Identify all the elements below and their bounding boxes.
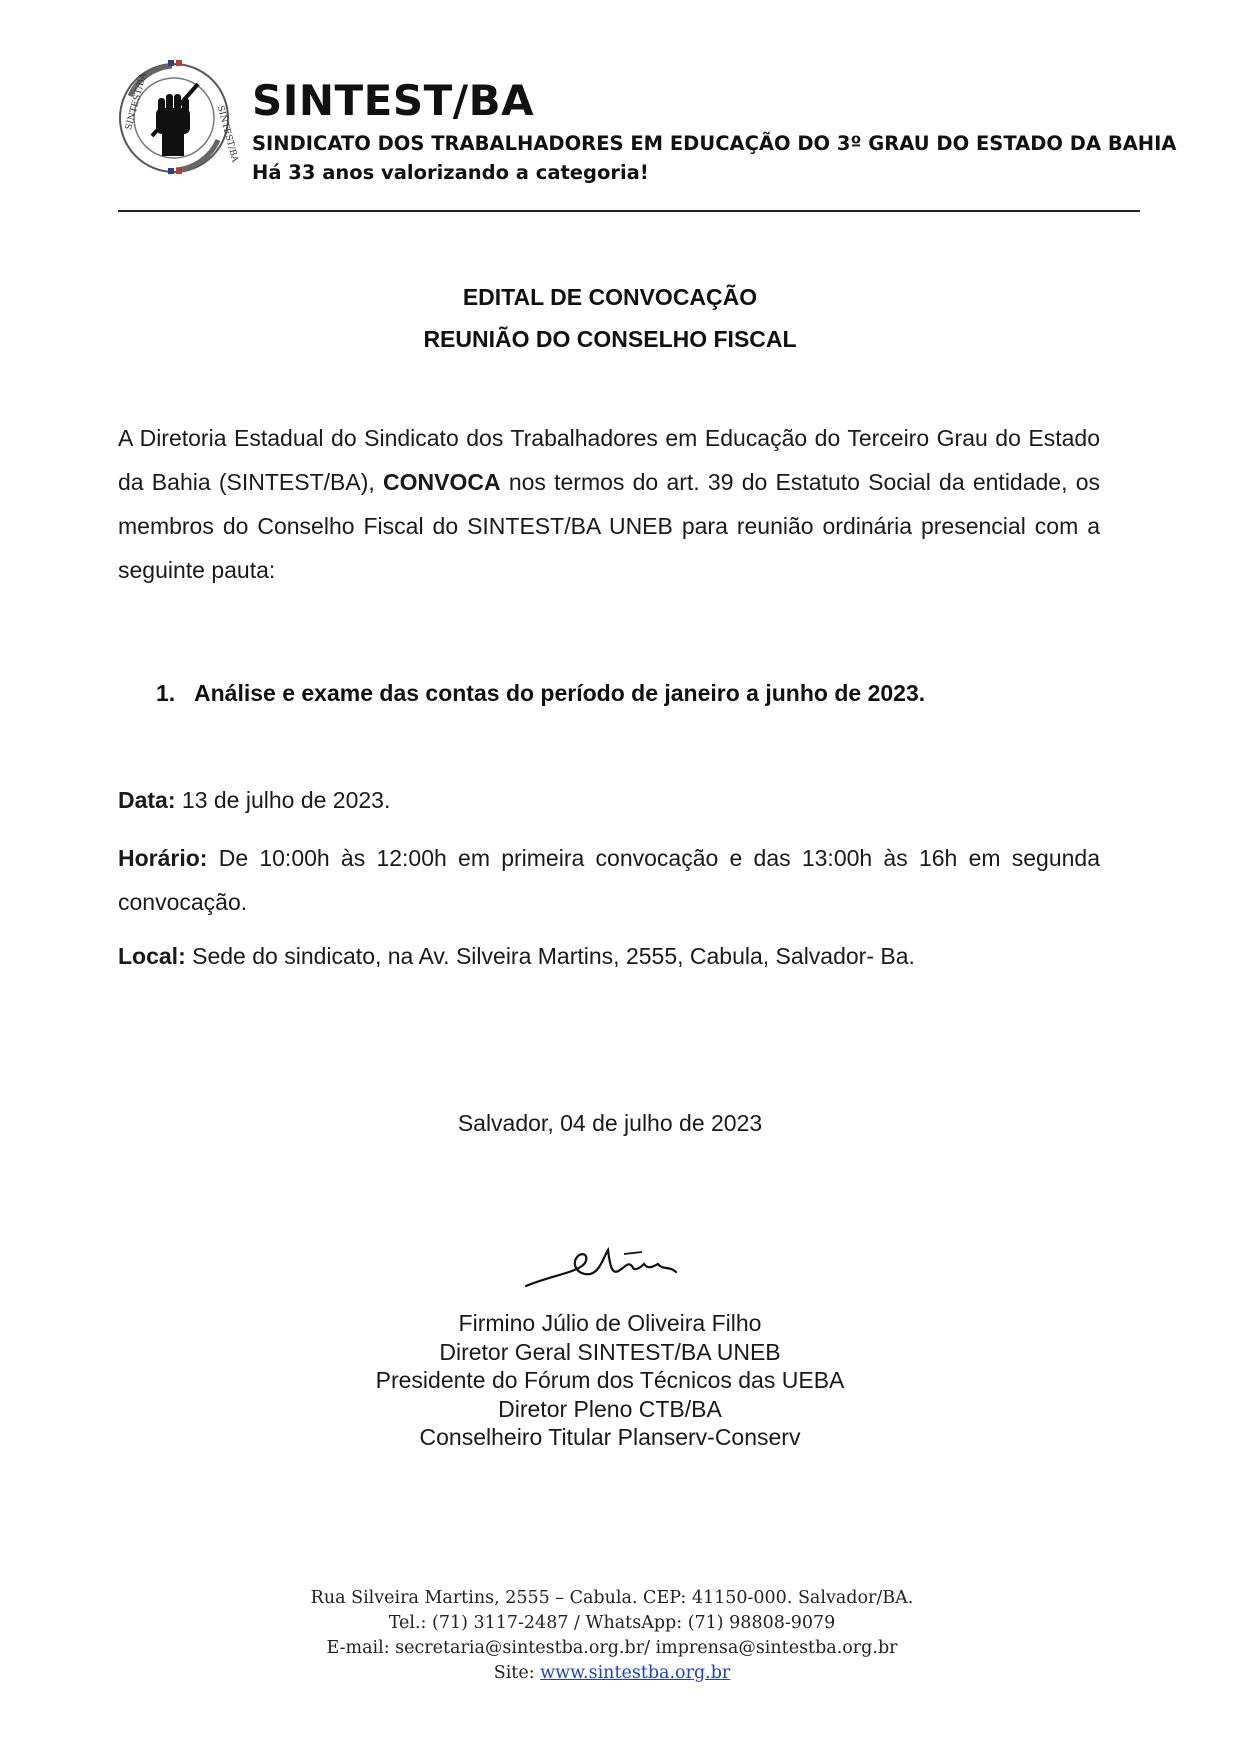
intro-part2: nos termos do art. 39 do Estatuto Social da entidade, os membros do Conselho Fiscal do SINTEST/BA UNEB para reunião ordinária presencial com a seguinte pauta: xyxy=(118,469,1101,583)
footer-site xyxy=(0,1663,1224,1683)
time-label: Horário: xyxy=(118,845,208,871)
signatory-role-2: Presidente do Fórum dos Técnicos das UEBA xyxy=(375,1367,845,1393)
meeting-time xyxy=(118,836,1100,924)
footer-email: E-mail: secretaria@sintestba.org.br/ imprensa@sintestba.org.br xyxy=(326,1638,898,1658)
sintest-logo xyxy=(112,56,240,180)
place-and-date: Salvador, 04 de julho de 2023 xyxy=(457,1110,763,1136)
intro-paragraph xyxy=(118,416,1100,592)
date-label: Data: xyxy=(118,787,176,813)
agenda-item-number: 1. xyxy=(156,680,176,706)
footer-phone: Tel.: (71) 3117-2487 / WhatsApp: (71) 98808-9079 xyxy=(388,1613,836,1633)
org-full-name: SINDICATO DOS TRABALHADORES EM EDUCAÇÃO DO 3º GRAU DO ESTADO DA BAHIA xyxy=(252,132,1177,155)
agenda-item-text: Análise e exame das contas do período de janeiro a junho de 2023. xyxy=(194,680,926,706)
meeting-date xyxy=(118,787,390,814)
intro-emphasis: CONVOCA xyxy=(383,469,501,495)
location-value: Sede do sindicato, na Av. Silveira Martins, 2555, Cabula, Salvador- Ba. xyxy=(192,943,915,969)
intro-part1: A Diretoria Estadual do Sindicato dos Trabalhadores em Educação do Terceiro Grau do Estado da Bahia (SINTEST/BA), xyxy=(118,425,1100,495)
meeting-location xyxy=(118,943,915,970)
signatory-role-4: Conselheiro Titular Planserv-Conserv xyxy=(419,1424,801,1450)
document-subtitle: REUNIÃO DO CONSELHO FISCAL xyxy=(423,326,797,352)
date-value: 13 de julho de 2023. xyxy=(181,787,391,813)
handwritten-signature-icon xyxy=(520,1236,700,1296)
signatory-role-1: Diretor Geral SINTEST/BA UNEB xyxy=(439,1339,781,1365)
time-value: De 10:00h às 12:00h em primeira convocação e das 13:00h às 16h em segunda convocação. xyxy=(118,845,1101,915)
footer-address: Rua Silveira Martins, 2555 – Cabula. CEP: 41150-000. Salvador/BA. xyxy=(310,1588,914,1608)
signatory-role-3: Diretor Pleno CTB/BA xyxy=(498,1396,722,1422)
org-tagline: Há 33 anos valorizando a categoria! xyxy=(252,161,649,184)
signatory-name: Firmino Júlio de Oliveira Filho xyxy=(458,1310,762,1336)
svg-text:SINTEST/BA: SINTEST/BA xyxy=(214,104,240,164)
footer-site-label: Site: xyxy=(493,1663,535,1683)
footer-site-link[interactable]: www.sintestba.org.br xyxy=(540,1663,731,1683)
document-title: EDITAL DE CONVOCAÇÃO xyxy=(462,284,758,310)
svg-text:SINTEST/BA: SINTEST/BA xyxy=(124,72,149,132)
agenda-item xyxy=(156,680,1116,707)
org-name: SINTEST/BA xyxy=(252,76,535,125)
location-label: Local: xyxy=(118,943,186,969)
header-divider xyxy=(118,210,1140,212)
